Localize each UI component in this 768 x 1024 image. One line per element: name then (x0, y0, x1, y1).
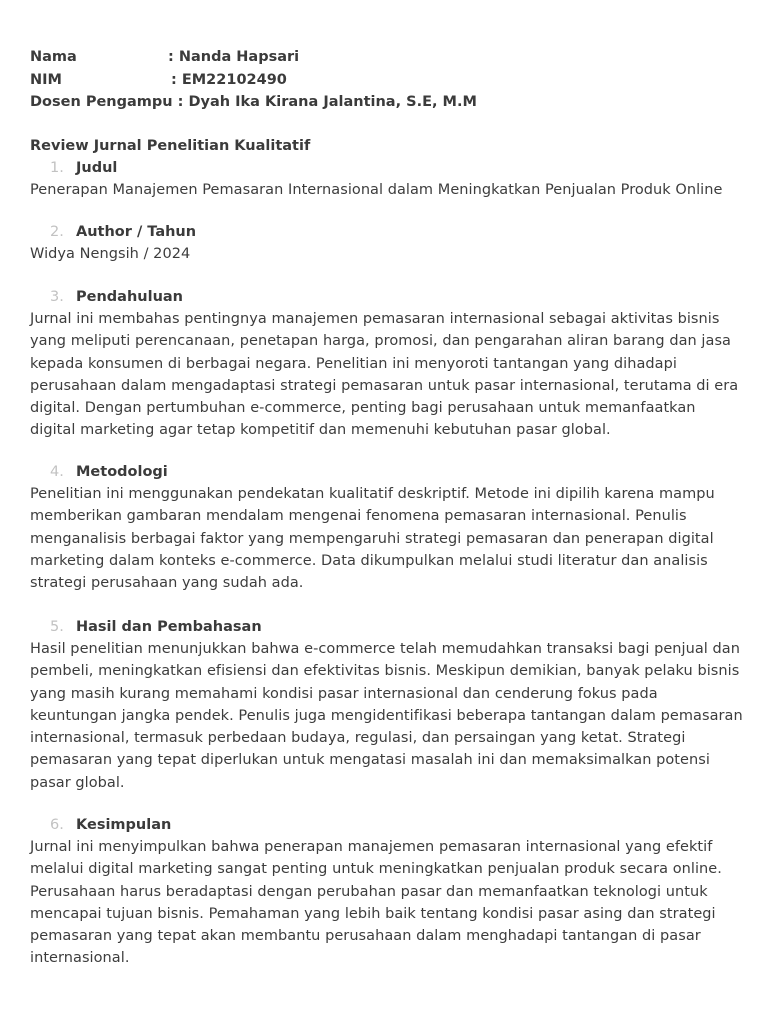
section-body: Penelitian ini menggunakan pendekatan kualitatif deskriptif. Metode ini dipilih karena mampu memberikan gambaran mendalam mengenai fenomena pemasaran internasional. Penulis menganalisis berbagai faktor yang mempengaruhi strategi pemasaran dan penerapan digital marketing dalam konteks e-commerce. Data dikumpulkan melalui studi literatur dan analisis strategi perusahaan yang sudah ada. (30, 486, 715, 592)
document-title: Review Jurnal Penelitian Kualitatif (30, 138, 311, 154)
section-heading (30, 616, 744, 638)
section-heading (30, 461, 744, 483)
lecturer-label: Dosen Pengampu (30, 94, 173, 110)
nim-value: : EM22102490 (171, 72, 287, 88)
section-heading (30, 286, 744, 308)
section-number: 3. (50, 289, 64, 305)
section-judul (30, 157, 744, 201)
lecturer-row (30, 91, 477, 113)
lecturer-value: : Dyah Ika Kirana Jalantina, S.E, M.M (177, 94, 477, 110)
section-heading (30, 814, 744, 836)
section-author (30, 221, 744, 265)
nim-label: NIM (30, 72, 62, 88)
name-value: : Nanda Hapsari (168, 49, 300, 65)
section-body: Widya Nengsih / 2024 (30, 246, 191, 262)
section-pendahuluan (30, 286, 744, 442)
section-heading (30, 157, 744, 179)
section-body: Jurnal ini menyimpulkan bahwa penerapan manajemen pemasaran internasional yang efektif melalui digital marketing sangat penting untuk meningkatkan penjualan produk secara online. Perusahaan harus beradaptasi dengan perubahan pasar dan memanfaatkan teknologi untuk mencapai tujuan bisnis. Pemahaman yang lebih baik tentang kondisi pasar asing dan strategi pemasaran yang tepat akan membantu perusahaan dalam menghadapi tantangan di pasar internasional. (30, 839, 722, 967)
section-body: Hasil penelitian menunjukkan bahwa e-commerce telah memudahkan transaksi bagi penjual dan pembeli, meningkatkan efisiensi dan efektivitas bisnis. Meskipun demikian, banyak pelaku bisnis yang masih kurang memahami kondisi pasar internasional dan cenderung fokus pada keuntungan jangka pendek. Penulis juga mengidentifikasi beberapa tantangan dalam pemasaran internasional, termasuk perbedaan budaya, regulasi, dan persaingan yang ketat. Strategi pemasaran yang tepat diperlukan untuk mengatasi masalah ini dan memaksimalkan potensi pasar global. (30, 641, 743, 791)
section-metodologi (30, 461, 744, 594)
section-number: 5. (50, 619, 64, 635)
section-body: Penerapan Manajemen Pemasaran Internasional dalam Meningkatkan Penjualan Produk Online (30, 182, 723, 198)
section-kesimpulan (30, 814, 744, 970)
section-heading (30, 221, 744, 243)
name-label: Nama (30, 49, 77, 65)
section-number: 2. (50, 224, 64, 240)
section-hasil-pembahasan (30, 616, 744, 794)
section-title: Pendahuluan (76, 289, 183, 305)
section-number: 4. (50, 464, 64, 480)
section-body: Jurnal ini membahas pentingnya manajemen pemasaran internasional sebagai aktivitas bisnis yang meliputi perencanaan, penetapan harga, promosi, dan pengarahan aliran barang dan jasa kepada konsumen di berbagai negara. Penelitian ini menyoroti tantangan yang dihadapi perusahaan dalam mengadaptasi strategi pemasaran untuk pasar internasional, terutama di era digital. Dengan pertumbuhan e-commerce, penting bagi perusahaan untuk memanfaatkan digital marketing agar tetap kompetitif dan memenuhi kebutuhan pasar global. (30, 311, 739, 439)
section-title: Judul (76, 160, 118, 176)
section-title: Kesimpulan (76, 817, 172, 833)
section-number: 6. (50, 817, 64, 833)
section-title: Hasil dan Pembahasan (76, 619, 262, 635)
section-number: 1. (50, 160, 64, 176)
section-title: Metodologi (76, 464, 168, 480)
section-title: Author / Tahun (76, 224, 197, 240)
